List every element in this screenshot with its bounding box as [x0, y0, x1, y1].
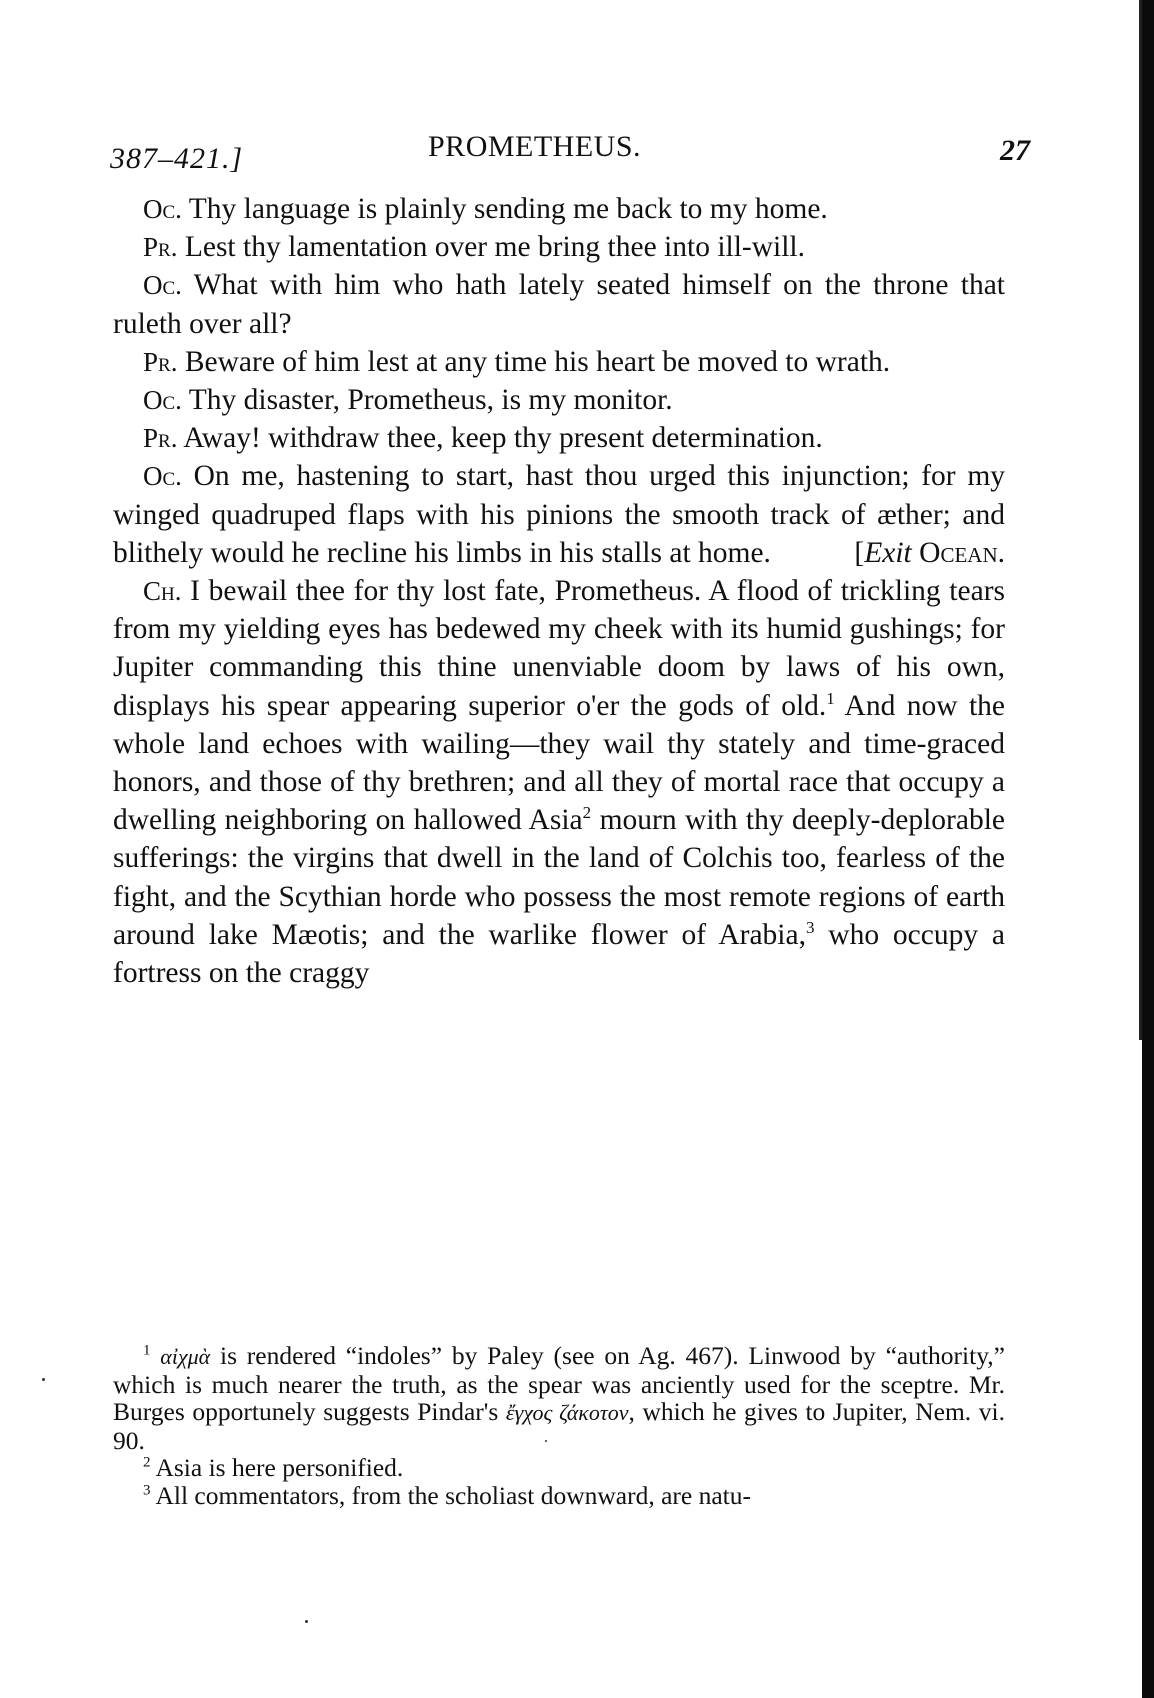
dialogue-text: Away! withdraw thee, keep thy present determination. — [183, 422, 823, 455]
chorus-text: I bewail thee for thy lost fate, Prometheus. A flood of trickling tears from my yielding eyes has bedewed my cheek with its humid gushings; for Jupiter commanding this thine unenviable doom by laws of his own, displays his spear appearing superior o'er the gods of old. — [113, 575, 1005, 722]
footnote-text: All commentators, from the scholiast downward, are natu- — [155, 1480, 752, 1510]
running-title: PROMETHEUS. — [428, 130, 642, 163]
dialogue-paragraph — [113, 457, 1005, 572]
dialogue-paragraph — [113, 190, 1005, 228]
scan-speck — [42, 1378, 45, 1381]
speaker-label: Oc. — [143, 194, 182, 224]
speaker-label: Pr. — [143, 423, 178, 454]
footnote-text: is rendered “indoles” by Paley (see on Ag. 467). Linwood by “authority,” which is much nearer the truth, as the spear was anciently used for the sceptre. Mr. Burges opportunely suggests Pindar's — [113, 1341, 1005, 1427]
dialogue-text: Thy disaster, Prometheus, is my monitor. — [188, 384, 673, 417]
dialogue-paragraph — [113, 343, 1005, 381]
chorus-text: And now the whole land echoes with wailing—they wail thy stately and time-graced honors, and those of thy brethren; and all they of mortal race that occupy a dwelling neighboring on hallowed Asia — [113, 689, 1005, 837]
footnote-marker: 1 — [143, 1342, 151, 1359]
chorus-text: who occupy a fortress on the craggy — [113, 918, 1005, 990]
footnote-text: Asia is here personified. — [155, 1453, 404, 1483]
speaker-label: Oc. — [143, 385, 182, 416]
footnote-text: , which he gives to Jupiter, Nem. vi. 90. — [113, 1397, 1005, 1455]
footnote-marker: 2 — [143, 1454, 151, 1471]
footnote-marker: 3 — [143, 1482, 151, 1499]
speaker-label: Pr. — [143, 346, 178, 377]
dialogue-text: Thy language is plainly sending me back to my home. — [188, 193, 828, 225]
dialogue-text: What with him who hath lately seated himself on the throne that ruleth over all? — [113, 269, 1006, 340]
speaker-label: Ch. — [143, 576, 182, 607]
footnote-ref-2[interactable]: 2 — [582, 803, 592, 823]
chorus-paragraph — [113, 572, 1005, 992]
dialogue-text: Lest thy lamentation over me bring thee into ill-will. — [184, 231, 806, 264]
stage-verb: Exit — [864, 536, 912, 569]
line-range: 387–421.] — [110, 142, 244, 175]
scan-speck — [545, 1440, 547, 1442]
footnotes — [113, 1342, 1005, 1510]
page-number: 27 — [1000, 134, 1030, 167]
footnote-2 — [113, 1454, 1005, 1482]
stage-character: Ocean. — [919, 536, 1005, 569]
running-header — [110, 130, 1030, 190]
greek-phrase: ἔγχος ζάκοτον — [505, 1400, 629, 1426]
dialogue-paragraph — [113, 381, 1005, 419]
greek-term: αἰχμὰ — [160, 1344, 211, 1369]
speaker-label: Oc. — [143, 270, 182, 301]
footnote-ref-1[interactable]: 1 — [826, 688, 835, 708]
dialogue-paragraph — [113, 266, 1005, 342]
footnote-1 — [113, 1342, 1005, 1454]
scan-speck — [305, 1620, 308, 1623]
chorus-text: mourn with thy deeply-deplorable sufferings: the virgins that dwell in the land of Colchis too, fearless of the fight, and the Scythian horde who possess the most remote regions of earth around lake Mæotis; and the warlike flower of Arabia, — [113, 804, 1005, 951]
dialogue-text: Beware of him lest at any time his heart be moved to wrath. — [184, 345, 891, 378]
stage-bracket: [ — [854, 536, 865, 569]
stage-direction — [824, 534, 1005, 572]
footnote-ref-3[interactable]: 3 — [805, 918, 815, 938]
dialogue-paragraph — [113, 228, 1005, 266]
dialogue-paragraph — [113, 419, 1005, 457]
dialogue-text: On me, hastening to start, hast thou urged this injunction; for my winged quadruped flaps with his pinions the smooth track of æther; and blithely would he recline his limbs in his stalls at home. — [113, 460, 1006, 569]
speaker-label: Pr. — [143, 232, 178, 263]
scanned-page-edge-shadow — [1139, 0, 1142, 1040]
speaker-label: Oc. — [143, 461, 182, 492]
main-text — [113, 190, 1005, 992]
scanned-page-edge — [1142, 0, 1154, 1698]
footnote-3 — [113, 1482, 1005, 1510]
